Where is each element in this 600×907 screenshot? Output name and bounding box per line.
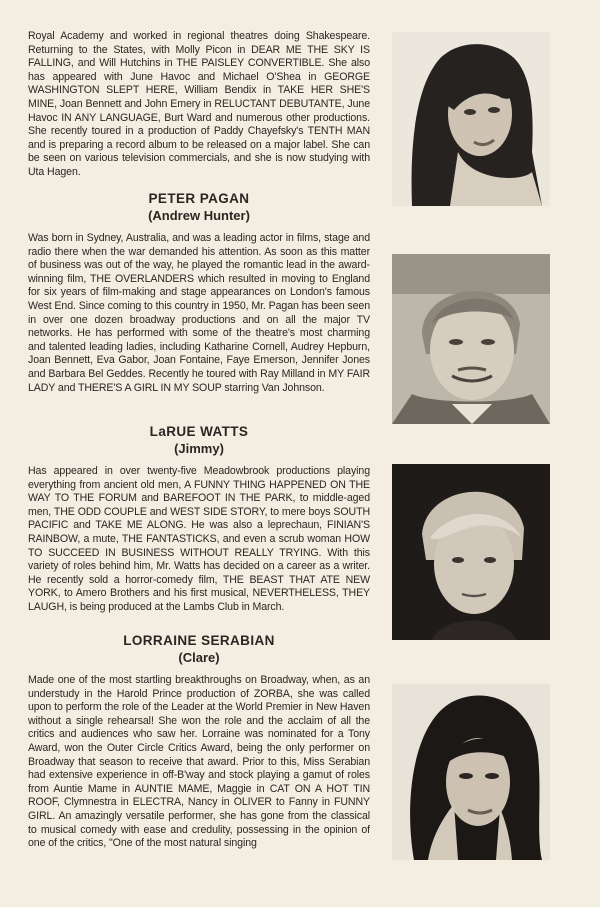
- headshot-photo-actress: [392, 32, 550, 206]
- bio-block-lorraine-serabian: [28, 632, 370, 851]
- portrait-image: [392, 684, 550, 860]
- bio-block-peter-pagan: [28, 190, 370, 395]
- performer-name: LaRUE WATTS: [149, 424, 249, 439]
- headshot-photo-lorraine-serabian: [392, 684, 550, 860]
- headshot-photo-larue-watts: [392, 464, 550, 640]
- portrait-image: [392, 254, 550, 424]
- character-role: (Clare): [178, 650, 220, 665]
- bio-block-larue-watts: [28, 423, 370, 615]
- character-role: (Andrew Hunter): [148, 208, 250, 223]
- portrait-image: [392, 32, 550, 206]
- performer-name: PETER PAGAN: [148, 191, 250, 206]
- bio-text: Royal Academy and worked in regional theatres doing Shakespeare. Returning to the States, with Molly Picon in DEAR ME THE SKY IS FALLING, and Will Hutchins in THE PAISLEY CONVERTIBLE. She also has appeared with June Havoc and Michael O'Shea in GEORGE WASHINGTON SLEPT HERE, William Bendix in TAKE HER SHE'S MINE, Joan Bennett and John Emery in RELUCTANT DEBUTANTE, June Havoc IN ANY LANGUAGE, Burt Ward and numerous other productions. She recently toured in a production of Paddy Chayefsky's TENTH MAN and is preparing a record album to be released on a major label. She can be seen on various television commercials, and she is now studying with Uta Hagen.: [28, 30, 370, 178]
- portrait-image: [392, 464, 550, 640]
- bio-block-actress: [28, 30, 370, 180]
- headshot-photo-peter-pagan: [392, 254, 550, 424]
- bio-text: Made one of the most startling breakthroughs on Broadway, when, as an understudy in the Harold Prince production of ZORBA, she was called upon to perform the role of the Leader at the World Premier in New Haven without a single rehearsal! She won the role and the acclaim of all the critics and audiences who saw her. Lorraine was nominated for a Tony Award, won the Outer Circle Critics Award, being the only performer on Broadway that season to receive that award. Prior to this, Miss Serabian had extensive experience in off-B'way and stock playing a gamut of roles from Auntie Mame in AUNTIE MAME, Maggie in CAT ON A HOT TIN ROOF, Clymnestra in ELECTRA, Nancy in OLIVER to Fanny in FUNNY GIRL. An amazingly versatile performer, she has gone from the classical to musical comedy with ease and credulity, possessing in the opinion of one of the critics, "One of the most natural singing: [28, 674, 370, 850]
- bio-text: Has appeared in over twenty-five Meadowbrook productions playing everything from ancient old men, A FUNNY THING HAPPENED ON THE WAY TO THE FORUM and BAREFOOT IN THE PARK, to middle-aged men, THE ODD COUPLE and WEST SIDE STORY, to mere boys SOUTH PACIFIC and TAKE ME ALONG. He was also a leprechaun, FINIAN'S RAINBOW, a mute, THE FANTASTICKS, and even a scrub woman HOW TO SUCCEED IN BUSINESS WITHOUT REALLY TRYING. With this variety of roles behind him, Mr. Watts has decided on a career as a writer. He recently sold a horror-comedy film, THE BEAST THAT ATE NEW YORK, to Amero Brothers and his first musical, NEVERTHELESS, THEY LAUGH, is being produced at the Lambs Club in March.: [28, 465, 370, 613]
- bio-text: Was born in Sydney, Australia, and was a leading actor in films, stage and radio there when the war demanded his attention. As soon as this matter of business was out of the way, he played the romantic lead in the award-winning film, THE OVERLANDERS which resulted in moving to England for six years of film-making and stage appearances on London's famous West End. Since coming to this country in 1950, Mr. Pagan has been seen in over one dozen broadway productions and on all the major TV networks. He has performed with some of the theatre's most charming and talented leading ladies, including Katharine Cornell, Audrey Hepburn, Joan Bennett, Eva Gabor, Joan Fontaine, Faye Emerson, Jennifer Jones and Barbara Bel Geddes. Recently he toured with Ray Milland in MY FAIR LADY and THERE'S A GIRL IN MY SOUP starring Van Johnson.: [28, 232, 370, 394]
- performer-name: LORRAINE SERABIAN: [123, 633, 275, 648]
- character-role: (Jimmy): [174, 441, 224, 456]
